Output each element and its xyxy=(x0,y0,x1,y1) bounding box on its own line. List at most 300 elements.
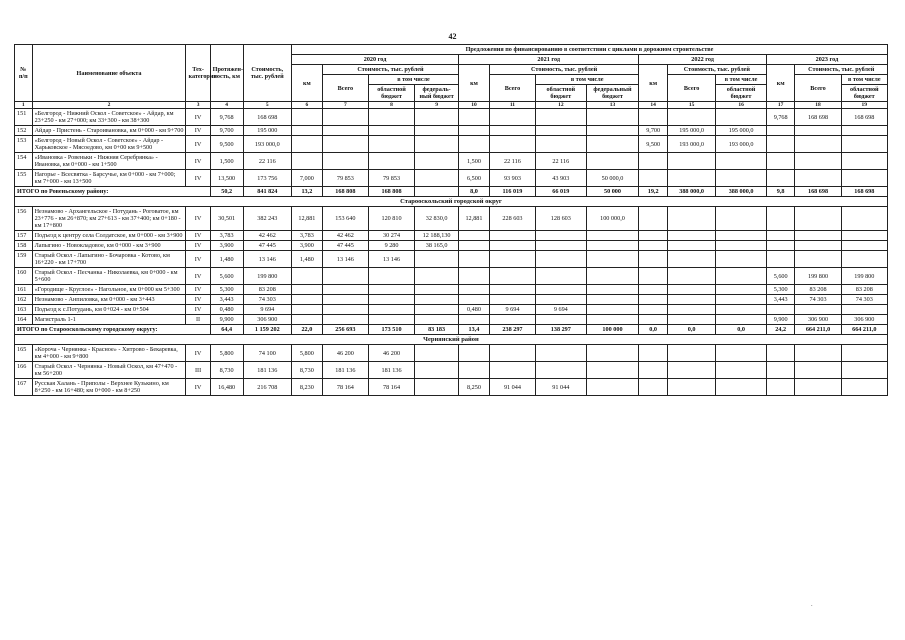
km-header: км xyxy=(639,65,668,102)
table-cell xyxy=(536,136,587,153)
table-cell: 13 146 xyxy=(243,251,291,268)
table-cell xyxy=(368,305,414,315)
table-cell: 9,768 xyxy=(766,109,795,126)
table-cell xyxy=(795,362,841,379)
row-number: 151 xyxy=(15,109,33,126)
row-number: 167 xyxy=(15,379,33,396)
table-cell: 0,480 xyxy=(459,305,490,315)
table-cell xyxy=(639,207,668,231)
table-cell xyxy=(667,207,715,231)
table-cell xyxy=(489,109,535,126)
table-cell xyxy=(459,251,490,268)
table-cell: IV xyxy=(186,153,210,170)
km-header: км xyxy=(291,65,322,102)
table-cell xyxy=(489,285,535,295)
table-cell xyxy=(766,231,795,241)
cost-header: Стоимость, тыс. рублей xyxy=(322,65,458,75)
total-cell: 0,0 xyxy=(667,325,715,335)
table-cell: 22 116 xyxy=(536,153,587,170)
column-number: 17 xyxy=(766,102,795,109)
total-cell: 116 019 xyxy=(489,187,535,197)
table-cell: 5,300 xyxy=(766,285,795,295)
table-cell xyxy=(291,126,322,136)
table-row xyxy=(15,109,888,126)
table-cell xyxy=(368,109,414,126)
table-cell xyxy=(489,345,535,362)
table-cell: 5,600 xyxy=(766,268,795,285)
table-cell xyxy=(667,241,715,251)
table-row xyxy=(15,305,888,315)
table-cell xyxy=(795,305,841,315)
total-cell: 13,4 xyxy=(459,325,490,335)
table-row xyxy=(15,295,888,305)
table-row xyxy=(15,362,888,379)
table-cell: 5,800 xyxy=(210,345,243,362)
table-cell: IV xyxy=(186,231,210,241)
table-cell: 12 188,130 xyxy=(415,231,459,241)
table-cell xyxy=(639,268,668,285)
table-cell xyxy=(667,345,715,362)
table-cell xyxy=(291,268,322,285)
table-cell: 93 903 xyxy=(489,170,535,187)
table-cell xyxy=(841,136,887,153)
object-name: «Ивановка - Ровеньки - Нижняя Серебрянка» - Ивановка, км 0+000 - км 1+500 xyxy=(32,153,186,170)
table-cell xyxy=(795,153,841,170)
table-cell xyxy=(368,285,414,295)
table-cell: 74 303 xyxy=(841,295,887,305)
column-number: 3 xyxy=(186,102,210,109)
section-title: Чернянский район xyxy=(15,335,888,345)
table-cell xyxy=(415,136,459,153)
table-cell: 38 165,0 xyxy=(415,241,459,251)
table-cell: 228 603 xyxy=(489,207,535,231)
table-cell xyxy=(586,136,639,153)
table-cell xyxy=(667,315,715,325)
table-cell xyxy=(586,285,639,295)
table-cell: IV xyxy=(186,207,210,231)
table-cell: 3,443 xyxy=(766,295,795,305)
year-2021-header: 2021 год xyxy=(459,55,639,65)
table-cell: IV xyxy=(186,251,210,268)
table-cell: 46 200 xyxy=(368,345,414,362)
table-cell: 9 694 xyxy=(243,305,291,315)
table-cell xyxy=(536,285,587,295)
table-cell xyxy=(322,285,368,295)
table-row xyxy=(15,345,888,362)
col-cost-header: Стоимость, тыс. рублей xyxy=(243,45,291,102)
total-cell: 168 698 xyxy=(841,187,887,197)
table-cell: 6,500 xyxy=(459,170,490,187)
table-cell xyxy=(536,362,587,379)
table-row xyxy=(15,231,888,241)
table-cell xyxy=(667,362,715,379)
column-number: 15 xyxy=(667,102,715,109)
regional-budget-header: областной бюджет xyxy=(368,85,414,102)
table-cell xyxy=(415,170,459,187)
object-name: Русская Халань - Приполы - Верхнее Кузькино, км 8+250 - км 16+480; км 0+000 - км 8+250 xyxy=(32,379,186,396)
object-name: Лапыгино - Новокладовое, км 0+000 - км 3+900 xyxy=(32,241,186,251)
table-cell: 50 000,0 xyxy=(586,170,639,187)
total-header: Всего xyxy=(489,75,535,102)
col-length-header: Протяжен-ность, км xyxy=(210,45,243,102)
table-cell xyxy=(415,345,459,362)
table-cell xyxy=(639,153,668,170)
table-cell xyxy=(489,315,535,325)
table-cell xyxy=(536,231,587,241)
table-cell: IV xyxy=(186,305,210,315)
table-cell: 168 698 xyxy=(795,109,841,126)
table-cell xyxy=(291,153,322,170)
table-cell xyxy=(639,285,668,295)
table-cell xyxy=(459,109,490,126)
table-row xyxy=(15,170,888,187)
table-cell xyxy=(795,241,841,251)
row-number: 155 xyxy=(15,170,33,187)
table-cell xyxy=(586,362,639,379)
table-cell xyxy=(766,126,795,136)
table-cell: 306 900 xyxy=(841,315,887,325)
table-cell xyxy=(368,268,414,285)
table-row xyxy=(15,251,888,268)
row-number: 162 xyxy=(15,295,33,305)
table-cell xyxy=(716,379,767,396)
table-row xyxy=(15,136,888,153)
page-number: 42 xyxy=(448,32,457,41)
section-row xyxy=(15,335,888,345)
including-header: в том числе xyxy=(716,75,767,85)
table-cell: 46 200 xyxy=(322,345,368,362)
table-cell xyxy=(291,305,322,315)
object-name: «Белгород - Нижний Оскол - Советское» - Айдар, км 23+250 - км 27+000; км 33+300 - км 38+300 xyxy=(32,109,186,126)
table-cell xyxy=(586,153,639,170)
table-cell: 199 800 xyxy=(243,268,291,285)
table-cell xyxy=(639,315,668,325)
table-cell xyxy=(459,126,490,136)
total-cell: 238 297 xyxy=(489,325,535,335)
table-cell xyxy=(322,136,368,153)
table-cell: 8,250 xyxy=(459,379,490,396)
total-cell: 138 297 xyxy=(536,325,587,335)
table-cell: 199 800 xyxy=(841,268,887,285)
table-cell: 195 000,0 xyxy=(667,126,715,136)
table-cell xyxy=(766,170,795,187)
table-cell: 78 164 xyxy=(368,379,414,396)
table-cell xyxy=(795,379,841,396)
table-cell xyxy=(586,126,639,136)
object-name: Нагорье - Всесвятка - Барсучье, км 0+000 - км 7+000; км 7+000 - км 13+500 xyxy=(32,170,186,187)
table-cell xyxy=(841,305,887,315)
table-cell xyxy=(766,345,795,362)
table-row xyxy=(15,241,888,251)
row-number: 163 xyxy=(15,305,33,315)
table-cell: 47 445 xyxy=(322,241,368,251)
table-cell: 3,783 xyxy=(291,231,322,241)
column-number: 7 xyxy=(322,102,368,109)
table-cell: II xyxy=(186,315,210,325)
table-cell xyxy=(841,153,887,170)
table-cell xyxy=(841,251,887,268)
table-cell: 83 208 xyxy=(795,285,841,295)
table-cell xyxy=(368,126,414,136)
table-cell xyxy=(766,153,795,170)
table-cell: 12,881 xyxy=(291,207,322,231)
table-cell xyxy=(586,315,639,325)
km-header: км xyxy=(459,65,490,102)
table-cell xyxy=(322,268,368,285)
total-cell: 0,0 xyxy=(716,325,767,335)
table-cell xyxy=(795,170,841,187)
table-cell xyxy=(459,345,490,362)
total-cell: 13,2 xyxy=(291,187,322,197)
table-cell: 9 280 xyxy=(368,241,414,251)
table-cell xyxy=(639,231,668,241)
table-row xyxy=(15,153,888,170)
table-cell xyxy=(415,268,459,285)
table-cell xyxy=(322,109,368,126)
table-cell xyxy=(766,305,795,315)
regional-budget-header: областной бюджет xyxy=(716,85,767,102)
table-cell xyxy=(322,305,368,315)
table-cell xyxy=(459,136,490,153)
table-cell xyxy=(459,268,490,285)
table-cell: 195 000 xyxy=(243,126,291,136)
table-cell xyxy=(586,379,639,396)
table-cell: 9 694 xyxy=(489,305,535,315)
table-cell xyxy=(766,241,795,251)
table-cell xyxy=(489,136,535,153)
table-cell xyxy=(716,362,767,379)
column-number: 5 xyxy=(243,102,291,109)
year-2023-header: 2023 год xyxy=(766,55,887,65)
table-row xyxy=(15,126,888,136)
table-cell: 168 698 xyxy=(841,109,887,126)
scan-mark: · xyxy=(810,602,813,610)
total-label: ИТОГО по Ровеньскому району: xyxy=(15,187,211,197)
table-cell xyxy=(586,231,639,241)
section-row xyxy=(15,197,888,207)
table-cell xyxy=(459,241,490,251)
table-cell: 181 136 xyxy=(368,362,414,379)
table-cell xyxy=(489,362,535,379)
table-cell xyxy=(716,295,767,305)
table-cell: 8,730 xyxy=(291,362,322,379)
table-cell xyxy=(841,170,887,187)
table-cell xyxy=(415,126,459,136)
table-cell xyxy=(459,362,490,379)
table-cell: 153 640 xyxy=(322,207,368,231)
table-cell: 306 900 xyxy=(795,315,841,325)
table-cell: 1,500 xyxy=(210,153,243,170)
table-cell xyxy=(667,251,715,268)
table-cell xyxy=(415,251,459,268)
object-name: Старый Оскол - Лапыгино - Бочаровка - Котово, км 16+220 - км 17+700 xyxy=(32,251,186,268)
table-cell xyxy=(841,207,887,231)
table-cell xyxy=(716,251,767,268)
table-cell xyxy=(536,315,587,325)
table-cell xyxy=(667,305,715,315)
table-cell xyxy=(841,241,887,251)
table-cell: 8,730 xyxy=(210,362,243,379)
table-cell xyxy=(716,315,767,325)
table-cell: 9,768 xyxy=(210,109,243,126)
row-number: 154 xyxy=(15,153,33,170)
column-number: 1 xyxy=(15,102,33,109)
table-cell: 12,881 xyxy=(459,207,490,231)
table-cell xyxy=(459,285,490,295)
table-cell xyxy=(489,126,535,136)
total-row xyxy=(15,187,888,197)
table-cell xyxy=(586,305,639,315)
table-cell xyxy=(639,251,668,268)
table-cell: 9 694 xyxy=(536,305,587,315)
col-number-header: № п/п xyxy=(15,45,33,102)
row-number: 161 xyxy=(15,285,33,295)
object-name: Подъезд к центру села Солдатское, км 0+000 - км 3+900 xyxy=(32,231,186,241)
table-cell: IV xyxy=(186,379,210,396)
object-name: Старый Оскол - Песчанка - Николаевка, км 0+000 - км 5+600 xyxy=(32,268,186,285)
table-cell xyxy=(489,295,535,305)
table-cell xyxy=(322,126,368,136)
table-cell: 16,480 xyxy=(210,379,243,396)
table-cell: IV xyxy=(186,295,210,305)
table-cell: 42 462 xyxy=(322,231,368,241)
table-cell xyxy=(716,207,767,231)
table-cell: 193 000,0 xyxy=(716,136,767,153)
table-cell: 5,600 xyxy=(210,268,243,285)
table-cell xyxy=(322,153,368,170)
table-cell xyxy=(291,136,322,153)
table-cell xyxy=(716,305,767,315)
total-cell: 841 824 xyxy=(243,187,291,197)
total-cell: 19,2 xyxy=(639,187,668,197)
table-cell xyxy=(639,241,668,251)
table-cell xyxy=(795,345,841,362)
table-cell: 22 116 xyxy=(243,153,291,170)
row-number: 165 xyxy=(15,345,33,362)
table-cell: 1,480 xyxy=(291,251,322,268)
year-2022-header: 2022 год xyxy=(639,55,767,65)
table-cell: 199 800 xyxy=(795,268,841,285)
table-cell xyxy=(536,268,587,285)
year-2020-header: 2020 год xyxy=(291,55,458,65)
column-number: 6 xyxy=(291,102,322,109)
table-cell: 78 164 xyxy=(322,379,368,396)
table-cell xyxy=(586,295,639,305)
table-cell xyxy=(489,268,535,285)
table-cell xyxy=(415,153,459,170)
table-cell: 128 603 xyxy=(536,207,587,231)
total-cell: 83 183 xyxy=(415,325,459,335)
table-cell xyxy=(639,379,668,396)
table-cell: 47 445 xyxy=(243,241,291,251)
table-cell xyxy=(716,109,767,126)
row-number: 157 xyxy=(15,231,33,241)
total-cell: 168 808 xyxy=(322,187,368,197)
table-cell xyxy=(291,285,322,295)
column-number: 12 xyxy=(536,102,587,109)
table-cell xyxy=(291,315,322,325)
table-cell: 195 000,0 xyxy=(716,126,767,136)
total-cell: 100 000 xyxy=(586,325,639,335)
table-cell: 9,900 xyxy=(766,315,795,325)
table-row xyxy=(15,268,888,285)
table-cell xyxy=(639,305,668,315)
table-cell xyxy=(415,362,459,379)
table-cell xyxy=(322,295,368,305)
column-number: 14 xyxy=(639,102,668,109)
table-cell: IV xyxy=(186,268,210,285)
row-number: 153 xyxy=(15,136,33,153)
table-cell xyxy=(716,285,767,295)
table-cell: 74 303 xyxy=(795,295,841,305)
table-cell xyxy=(639,170,668,187)
table-cell: 32 830,0 xyxy=(415,207,459,231)
table-cell xyxy=(841,362,887,379)
object-name: Магистраль 1-1 xyxy=(32,315,186,325)
federal-budget-header: федеральный бюджет xyxy=(586,85,639,102)
table-cell: 22 116 xyxy=(489,153,535,170)
table-cell xyxy=(716,170,767,187)
table-cell: 5,800 xyxy=(291,345,322,362)
table-cell: IV xyxy=(186,136,210,153)
table-cell: 216 708 xyxy=(243,379,291,396)
table-cell xyxy=(766,362,795,379)
table-cell xyxy=(586,345,639,362)
table-cell: 13 146 xyxy=(322,251,368,268)
total-cell: 50,2 xyxy=(210,187,243,197)
table-cell xyxy=(415,379,459,396)
table-cell: 181 136 xyxy=(322,362,368,379)
table-cell xyxy=(795,207,841,231)
table-cell: 83 208 xyxy=(841,285,887,295)
column-number: 8 xyxy=(368,102,414,109)
table-cell: IV xyxy=(186,241,210,251)
table-cell: 79 853 xyxy=(322,170,368,187)
table-cell xyxy=(536,126,587,136)
table-cell: 173 756 xyxy=(243,170,291,187)
table-cell: 3,443 xyxy=(210,295,243,305)
column-number: 18 xyxy=(795,102,841,109)
table-cell xyxy=(459,295,490,305)
table-body xyxy=(15,109,888,396)
section-title: Старооскольский городской округ xyxy=(15,197,888,207)
including-header: в том числе xyxy=(368,75,458,85)
table-cell: 9,700 xyxy=(639,126,668,136)
table-cell xyxy=(716,268,767,285)
table-cell xyxy=(586,251,639,268)
total-cell: 9,8 xyxy=(766,187,795,197)
table-cell: 74 100 xyxy=(243,345,291,362)
column-number: 16 xyxy=(716,102,767,109)
total-cell: 664 211,0 xyxy=(795,325,841,335)
table-header xyxy=(15,45,888,109)
object-name: «Короча - Чернянка - Красное» - Хитрово - Бекаревка, км 4+000 - км 9+800 xyxy=(32,345,186,362)
total-label: ИТОГО по Старооскольскому городскому округу: xyxy=(15,325,211,335)
table-cell: 1,480 xyxy=(210,251,243,268)
total-cell: 388 000,0 xyxy=(667,187,715,197)
table-cell: 9,700 xyxy=(210,126,243,136)
table-cell xyxy=(415,109,459,126)
cost-header: Стоимость, тыс. рублей xyxy=(489,65,639,75)
col-category-header: Тех-категория xyxy=(186,45,210,102)
table-cell xyxy=(536,241,587,251)
row-number: 156 xyxy=(15,207,33,231)
table-cell xyxy=(536,109,587,126)
table-cell xyxy=(586,268,639,285)
km-header: км xyxy=(766,65,795,102)
table-cell: 13,500 xyxy=(210,170,243,187)
table-cell: 30 274 xyxy=(368,231,414,241)
